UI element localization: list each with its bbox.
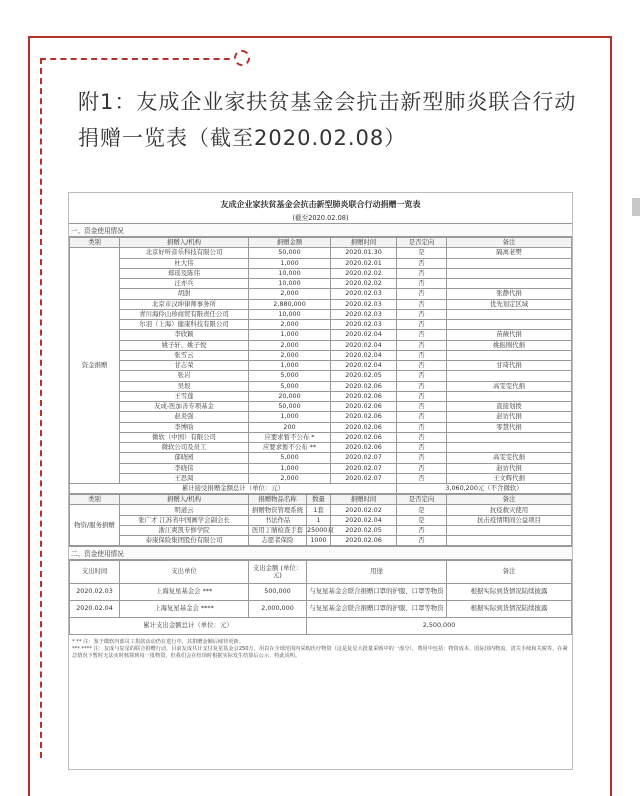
table-cell: 医用丁腈检查手套 (249, 525, 307, 535)
footnote-fosun: *** **** 注：友成与复星的联合捐赠行动，目前友成共计支付复星基金会250万，用以在全球范围内采购医疗物资（这是复星大批量采购中的一部分），费用中包括：物资成本、国际国内物流、清关手续和关税等。在紧急情况下暂时无法实时核算到每一批物资，但我们会在结项时根据实际发生结算后公示，特此说明。 (72, 646, 568, 660)
table-row (70, 391, 572, 401)
table-cell: 2,000 (249, 320, 331, 330)
table-header-row (70, 495, 572, 505)
table-cell: 否 (397, 432, 447, 442)
table-row (70, 515, 572, 525)
table-row (70, 402, 572, 412)
table-cell: 否 (397, 473, 447, 483)
table-cell: 张广才 江苏省中国画学会副会长 (120, 515, 249, 525)
table-cell: 与复星基金会联合捐赠口罩的护服、口罩等物资 (307, 601, 447, 618)
table-cell: 2020.02.06 (331, 412, 397, 422)
table-cell: 2020.02.05 (331, 525, 397, 535)
column-header: 数量 (307, 495, 331, 505)
column-header: 备注 (447, 238, 572, 248)
table-cell: 10,000 (249, 279, 331, 289)
table-cell: 1,000 (249, 330, 331, 340)
table-cell (447, 536, 572, 546)
table-cell: 苗薇代捐 (447, 330, 572, 340)
table-cell: 2020.02.03 (70, 584, 120, 601)
table-cell: 是 (397, 248, 447, 258)
table-cell: 2020.02.06 (331, 432, 397, 442)
category-cell: 资金捐赠 (70, 248, 120, 484)
table-row (70, 453, 572, 463)
table-cell: 高雯雯代捐 (447, 381, 572, 391)
table-cell: 吴垠 (120, 381, 249, 391)
table-row (70, 443, 572, 453)
table-cell: 否 (397, 289, 447, 299)
table-cell: 王文辉代捐 (447, 473, 572, 483)
footnotes (69, 635, 572, 660)
column-header: 用途 (307, 561, 447, 584)
table-cell: 否 (397, 412, 447, 422)
column-header: 备注 (447, 561, 572, 584)
table-cell: 50,000 (249, 402, 331, 412)
table-cell: 否 (397, 350, 447, 360)
expenditure-table (69, 560, 572, 635)
table-cell: 尔羽（上海）健康科技有限公司 (120, 320, 249, 330)
table-cell: 5,000 (249, 453, 331, 463)
column-header: 类别 (70, 495, 120, 505)
column-header: 类别 (70, 238, 120, 248)
table-cell: 隔离老樊 (447, 248, 572, 258)
table-cell: 2020.02.01 (331, 258, 397, 268)
column-header: 捐赠物品名称 (249, 495, 307, 505)
table-cell: 浙江爽凯专修学院 (120, 525, 249, 535)
table-cell: 2020.02.03 (331, 309, 397, 319)
table-cell: 1 (307, 515, 331, 525)
scroll-indicator[interactable] (632, 198, 640, 216)
table-cell: 否 (397, 371, 447, 381)
table-cell: 姚子轩、姚子悦 (120, 340, 249, 350)
table-row (70, 463, 572, 473)
table-cell: 应要求暂不公布 * (249, 432, 331, 442)
table-cell: 1套 (307, 505, 331, 515)
table-row (70, 505, 572, 515)
table-cell: 是 (397, 515, 447, 525)
table-cell: 2020.02.03 (331, 320, 397, 330)
table-row (70, 361, 572, 371)
column-header: 支出金额 (单位：元) (249, 561, 307, 584)
table-cell: 2,000 (249, 350, 331, 360)
total-value: 3,060,200元（不含微软） (397, 484, 572, 494)
table-cell (447, 350, 572, 360)
table-cell: 甘琦代捐 (447, 361, 572, 371)
table-cell: 2020.02.02 (331, 505, 397, 515)
table-row (70, 432, 572, 442)
column-header: 捐赠金额 (249, 238, 331, 248)
table-cell: 书法作品 (249, 515, 307, 525)
table-cell: 张静代捐 (447, 289, 572, 299)
table-cell: 1000 (307, 536, 331, 546)
table-cell: 根据实际到货情况陆续披露 (447, 584, 572, 601)
table-cell: 200 (249, 422, 331, 432)
table-cell: 50,000 (249, 248, 331, 258)
table-cell: 2020.02.06 (331, 402, 397, 412)
table-cell: 否 (397, 422, 447, 432)
column-header: 支出单位 (120, 561, 249, 584)
table-cell (447, 371, 572, 381)
table-cell: 否 (397, 330, 447, 340)
table-row (70, 309, 572, 319)
table-cell: 否 (397, 309, 447, 319)
table-cell: 上海复星基金会 *** (120, 584, 249, 601)
column-header: 支出时间 (70, 561, 120, 584)
table-cell: 1,000 (249, 412, 331, 422)
table-cell: 抗击疫情期间公益项目 (447, 515, 572, 525)
table-cell: 捐赠物资管理系统 (249, 505, 307, 515)
table-cell: 2020.02.04 (70, 601, 120, 618)
table-cell: 高雯雯代捐 (447, 453, 572, 463)
table-cell: 2020.02.06 (331, 443, 397, 453)
table-cell: 李欣颖 (120, 330, 249, 340)
table-row (70, 371, 572, 381)
table-cell: 否 (397, 391, 447, 401)
table-row (70, 289, 572, 299)
footnote-microsoft: * ** 注：鉴于微软内部员工捐款活动仍在进行中，其捐赠金额后续待更新。 (72, 639, 244, 646)
table-row (70, 412, 572, 422)
table-cell: 应要求暂不公布 ** (249, 443, 331, 453)
table-row (70, 473, 572, 483)
table-cell: 25000双 (307, 525, 334, 534)
total-row (70, 484, 572, 494)
table-row (70, 330, 572, 340)
table-header-row (70, 561, 572, 584)
table-cell (447, 391, 572, 401)
table-row (70, 381, 572, 391)
table-cell: 500,000 (249, 584, 307, 601)
document-title: 友成企业家扶贫基金会抗击新型肺炎联合行动捐赠一览表 (220, 200, 421, 209)
document-subtitle: (截至2020.02.08) (292, 214, 349, 222)
table-cell: 否 (397, 453, 447, 463)
table-cell: 2020.02.07 (331, 453, 397, 463)
table-cell: 20,000 (249, 391, 331, 401)
table-cell: 是 (397, 505, 447, 515)
table-cell: 1,000 (249, 361, 331, 371)
table-cell: 与复星基金会联合捐赠口罩的护服、口罩等物资 (307, 584, 447, 601)
table-cell: 郑瑶及陈伟 (120, 268, 249, 278)
table-cell: 2,880,000 (249, 299, 331, 309)
total-label: 累计接受捐赠金额总计（单位：元） (70, 484, 397, 494)
table-cell (447, 309, 572, 319)
table-header-row (70, 238, 572, 248)
table-cell: 北京市汉坤律师事务所 (120, 299, 249, 309)
table-cell: 赵访代捐 (447, 412, 572, 422)
table-cell: 胡澍 (120, 289, 249, 299)
table-cell: 否 (397, 299, 447, 309)
table-cell (447, 443, 572, 453)
total-label: 累计支出金额总计（单位：元） (70, 618, 307, 635)
table-cell: 2020.01.30 (331, 248, 397, 258)
table-cell: 1,000 (249, 258, 331, 268)
table-cell: 赵访代捐 (447, 463, 572, 473)
table-cell: 王思阅 (120, 473, 249, 483)
table-cell: 零慧代捐 (447, 422, 572, 432)
table-cell: 2020.02.03 (331, 299, 397, 309)
table-cell: 10,000 (249, 268, 331, 278)
table-cell: 抗疫救灾使用 (447, 505, 572, 515)
table-cell: 1,000 (249, 463, 331, 473)
section-funds-received: 一、资金使用情况 (69, 223, 572, 237)
table-row (70, 601, 572, 618)
table-cell: 否 (397, 361, 447, 371)
table-cell (447, 279, 572, 289)
table-cell: 2020.02.07 (331, 463, 397, 473)
table-cell: 友成-医加善专项基金 (120, 402, 249, 412)
column-header: 捐赠人/机构 (120, 238, 249, 248)
section-funds-spent: 二、资金使用情况 (69, 546, 572, 560)
table-cell: 10,000 (249, 309, 331, 319)
table-row (70, 268, 572, 278)
column-header: 捐赠人/机构 (120, 495, 249, 505)
table-cell: 根据实际到货情况陆续披露 (447, 601, 572, 618)
table-cell: 5,000 (249, 381, 331, 391)
total-value: 2,500,000 (307, 618, 572, 635)
table-cell: 泰康保险集团股份有限公司 (120, 536, 249, 546)
table-cell: 否 (397, 268, 447, 278)
column-header: 备注 (447, 495, 572, 505)
table-row (70, 350, 572, 360)
decorative-circle-icon (234, 50, 250, 66)
table-cell: 2020.02.04 (331, 330, 397, 340)
page-heading: 附1：友成企业家扶贫基金会抗击新型肺炎联合行动捐赠一览表（截至2020.02.08） (78, 90, 577, 150)
goods-donation-table (69, 494, 572, 546)
table-cell: 2,000 (249, 473, 331, 483)
table-cell: 赵炎强 (120, 412, 249, 422)
table-cell: 2020.02.02 (331, 268, 397, 278)
table-cell: 明道云 (120, 505, 249, 515)
table-cell: 李博晗 (120, 422, 249, 432)
table-cell: 否 (397, 381, 447, 391)
total-row (70, 618, 572, 635)
category-cell: 物资/服务捐赠 (70, 505, 120, 546)
table-cell: 否 (397, 402, 447, 412)
table-cell (447, 258, 572, 268)
table-row (70, 320, 572, 330)
table-row (70, 525, 572, 535)
table-cell: 微软公司及员工 (120, 443, 249, 453)
table-cell: 青川海伶山珍商贸有限责任公司 (120, 309, 249, 319)
table-cell: 2020.02.03 (331, 289, 397, 299)
column-header: 捐赠时间 (331, 238, 397, 248)
table-cell: 2020.02.04 (331, 515, 397, 525)
table-cell (447, 320, 572, 330)
table-row (70, 422, 572, 432)
table-cell: 2020.02.06 (331, 381, 397, 391)
table-cell: 直接划拨 (447, 402, 572, 412)
table-cell: 否 (397, 443, 447, 453)
table-row (70, 258, 572, 268)
table-cell: 优先划定区域 (447, 299, 572, 309)
table-cell: 上海复星基金会 **** (120, 601, 249, 618)
table-cell: 志愿者保险 (249, 536, 307, 546)
donation-document (68, 192, 573, 770)
column-header: 是否定向 (397, 238, 447, 248)
table-cell: 王雪莲 (120, 391, 249, 401)
table-cell: 甘志荣 (120, 361, 249, 371)
column-header: 是否定向 (397, 495, 447, 505)
table-cell: 张岩 (120, 371, 249, 381)
table-row (70, 279, 572, 289)
table-cell: 否 (397, 340, 447, 350)
table-cell (447, 432, 572, 442)
table-cell: 2,000 (249, 289, 331, 299)
table-cell: 2020.02.02 (331, 279, 397, 289)
table-row (70, 248, 572, 258)
table-cell: 否 (397, 463, 447, 473)
table-cell: 杜大伟 (120, 258, 249, 268)
table-cell: 2020.02.06 (331, 536, 397, 546)
column-header: 捐赠时间 (331, 495, 397, 505)
table-cell: 2020.02.04 (331, 340, 397, 350)
table-cell: 2020.02.06 (331, 422, 397, 432)
table-cell: 李晓伟 (120, 463, 249, 473)
table-cell: 姚振刚代捐 (447, 340, 572, 350)
table-cell: 否 (397, 279, 447, 289)
table-cell: 2020.02.06 (331, 391, 397, 401)
table-cell: 张雪云 (120, 350, 249, 360)
table-row (70, 340, 572, 350)
table-cell: 2,000,000 (249, 601, 307, 618)
table-cell: 否 (397, 525, 447, 535)
table-row (70, 536, 572, 546)
table-cell: 5,000 (249, 371, 331, 381)
table-cell: 微软（中国）有限公司 (120, 432, 249, 442)
table-cell: 2020.02.04 (331, 350, 397, 360)
table-cell (447, 268, 572, 278)
table-row (70, 584, 572, 601)
table-cell: 否 (397, 320, 447, 330)
table-cell: 2020.02.04 (331, 361, 397, 371)
table-row (70, 299, 572, 309)
table-cell: 否 (397, 536, 447, 546)
table-cell (447, 525, 572, 535)
table-cell: 北京好听音乐科技有限公司 (120, 248, 249, 258)
table-cell: 2,000 (249, 340, 331, 350)
table-cell: 汪亦兵 (120, 279, 249, 289)
table-cell: 否 (397, 258, 447, 268)
funds-donation-table (69, 237, 572, 494)
table-cell: 2020.02.07 (331, 473, 397, 483)
table-cell: 2020.02.05 (331, 371, 397, 381)
table-cell: 郁晓园 (120, 453, 249, 463)
